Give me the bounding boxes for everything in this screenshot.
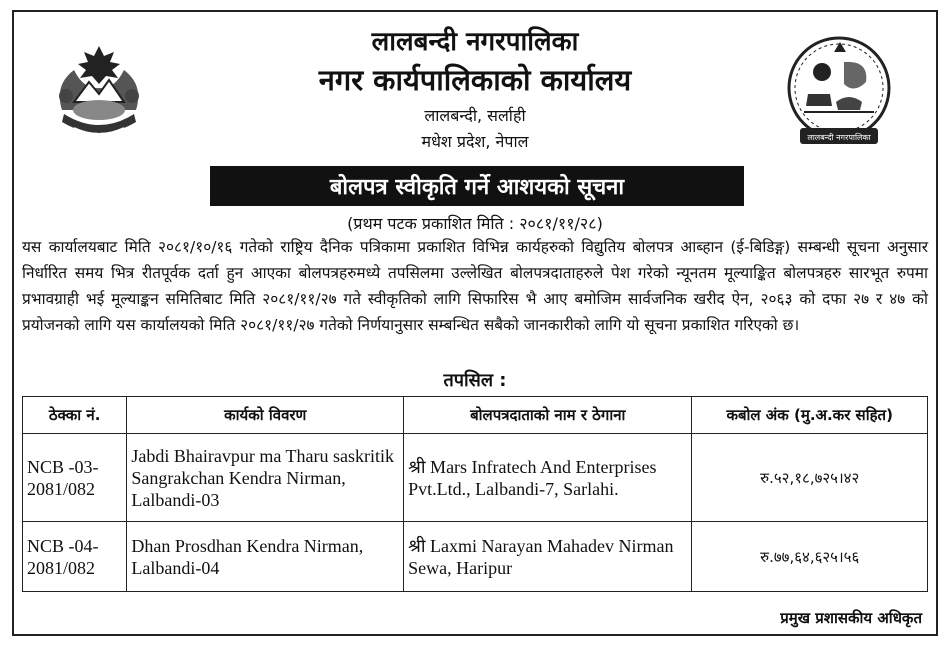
bid-amount: रु.७७,६४,६२५।५६ [692,522,928,592]
notice-title: बोलपत्र स्वीकृति गर्ने आशयको सूचना [210,166,744,206]
logo-banner-text: लालबन्दी नगरपालिका [807,133,871,142]
table-row [23,522,928,592]
table-heading: तपसिल : [443,370,507,391]
address-line-1: लालबन्दी, सर्लाही [424,106,526,125]
header-description: कार्यको विवरण [127,397,404,434]
contract-no: NCB -03-2081/082 [23,434,127,522]
contract-no: NCB -04-2081/082 [23,522,127,592]
publish-date: (प्रथम पटक प्रकाशित मिति : २०८१/११/२८) [347,214,603,233]
work-description: Jabdi Bhairavpur ma Tharu saskritik Sangrakchan Kendra Nirman, Lalbandi-03 [127,434,404,522]
bidder-name: श्री Laxmi Narayan Mahadev Nirman Sewa, Haripur [404,522,692,592]
municipality-name: लालबन्दी नगरपालिका [371,27,579,57]
municipality-logo-icon [774,32,904,154]
address-line-2: मधेश प्रदेश, नेपाल [421,132,529,151]
bid-table [22,396,928,592]
notice-body: यस कार्यालयबाट मिति २०८१/१०/१६ गतेको राष्ट्रिय दैनिक पत्रिकामा प्रकाशित विभिन्न कार्यहरुको विद्युतिय बोलपत्र आब्हान (ई-बिडिङ्ग) सम्बन्धी सूचना अनुसार निर्धारित समय भित्र रीतपूर्वक दर्ता हुन आएका बोलपत्रहरुमध्ये तपसिलमा उल्लेखित बोलपत्रदाताहरुले पेश गरेको न्यूनतम मूल्याङ्कित बोलपत्रहरु सारभूत रुपमा प्रभावग्राही भई मूल्याङ्कन समितिबाट मिति २०८१/११/२७ गते स्वीकृतिको लागि सिफारिस भै आए बमोजिम सार्वजनिक खरीद ऐन, २०६३ को दफा २७ र ४७ को प्रयोजनको लागि यस कार्यालयको मिति २०८१/११/२७ गतेको निर्णयानुसार सम्बन्धित सबैको जानकारीको लागि यो सूचना प्रकाशित गरिएको छ। [22,238,928,334]
bid-amount: रु.५२,१८,७२५।४२ [692,434,928,522]
notice-page [12,10,938,636]
table-header-row [23,397,928,434]
header-amount: कबोल अंक (मु.अ.कर सहित) [692,397,928,434]
header-bidder: बोलपत्रदाताको नाम र ठेगाना [404,397,692,434]
office-name: नगर कार्यपालिकाको कार्यालय [318,63,632,97]
header-contract-no: ठेक्का नं. [23,397,127,434]
work-description: Dhan Prosdhan Kendra Nirman, Lalbandi-04 [127,522,404,592]
bidder-name: श्री Mars Infratech And Enterprises Pvt.Ltd., Lalbandi-7, Sarlahi. [404,434,692,522]
table-row [23,434,928,522]
signatory-title: प्रमुख प्रशासकीय अधिकृत [780,609,922,627]
